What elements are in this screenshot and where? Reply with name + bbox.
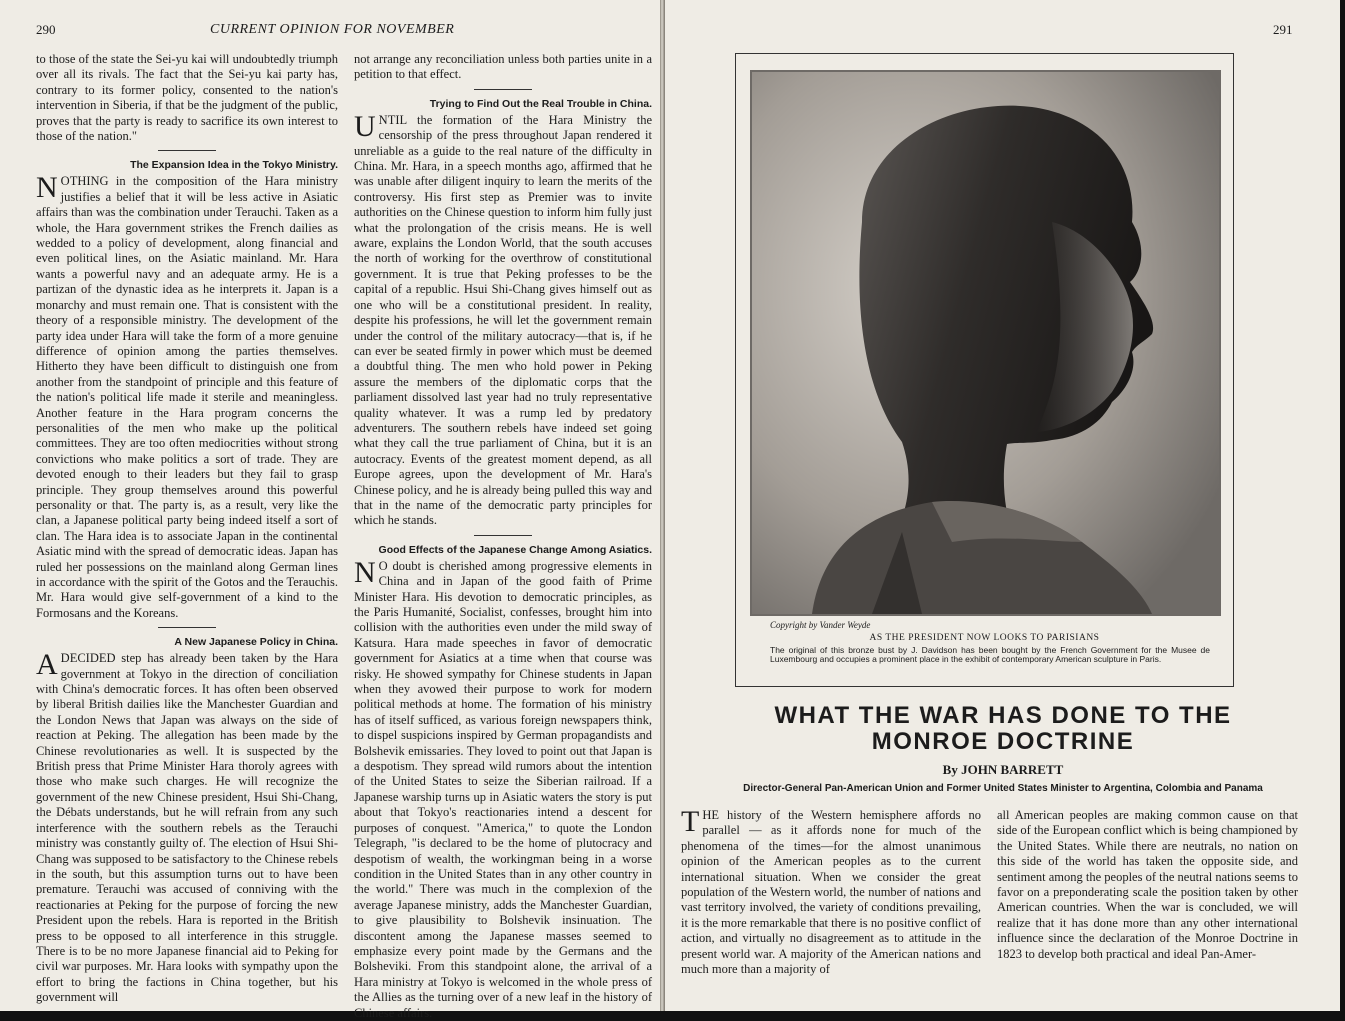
- drop-cap: T: [681, 805, 700, 838]
- headline-line-1: WHAT THE WAR HAS DONE TO THE: [774, 702, 1232, 729]
- drop-cap: N: [354, 555, 376, 589]
- col2-intro: not arrange any reconciliation unless both parties unite in a petition to that effect.: [354, 52, 652, 82]
- left-column-1: [36, 52, 338, 1006]
- drop-cap: N: [36, 171, 58, 205]
- col1-intro: to those of the state the Sei-yu kai will undoubtedly triumph over all its rivals. The fact that the Sei-yu kai party has, contrary to its former policy, consented to the nation's intervention in Siberia, if that be the judgment of the public, proves that the party is ready to sacrifice its own interest to those of the nation.": [36, 52, 338, 144]
- right-col1-text: HE history of the Western hemisphere affords no parallel — as it affords none for much of the phenomena of the times—for the almost unanimous opinion of the American peoples as to the current international situation. When we consider the great population of the Western world, the number of nations and vast territory involved, the variety of conditions prevailing, it is the more remarkable that there is no positive conflict of action, and virtually no disagreement as to attitude in the present world war. A majority of the American nations and much more than a majority of: [681, 808, 981, 977]
- divider: [158, 150, 216, 151]
- bust-photograph: [750, 70, 1221, 616]
- photo-credit: Copyright by Vander Weyde: [770, 620, 871, 630]
- divider: [158, 627, 216, 628]
- running-head: CURRENT OPINION FOR NOVEMBER: [210, 22, 455, 37]
- right-column-2: [997, 808, 1298, 962]
- page-number-left: 290: [36, 22, 56, 37]
- headline-line-2: MONROE DOCTRINE: [871, 728, 1135, 755]
- subhead-real-trouble: Trying to Find Out the Real Trouble in China.: [429, 97, 652, 110]
- left-column-2: [354, 52, 652, 1021]
- col1-para-expansion: OTHING in the composition of the Hara ministry justifies a belief that it will be less active in Asiatic affairs than was the combination under Terauchi. Taken as a whole, the Hara government strikes the French dailies as wedded to a policy of development, along financial and even political lines, on the Asiatic mainland. Mr. Hara wants a powerful navy and an adequate army. He is a partizan of the dynastic idea as he interprets it. Japan is a monarchy and must remain one. That is consistent with the theory of a responsible ministry. The development of the party idea under Hara will take the form of a more genuine difference of opinion among the parties themselves. Hitherto they have been difficult to distinguish one from another from the standpoint of principle and this feature of the nation's political life made it sterile and meaningless. Another feature in the Hara program concerns the personalities of the men who make up the political committees. They are too often mediocrities without strong convictions who make politics a sort of trade. They are devoted enough to their leaders but they fail to grasp principle. They group themselves around this powerful personality or that. The party is, as a result, very like the clan, a Japanese political party being indeed itself a sort of clan. The Hara idea is to associate Japan in the continental Asiatic mind with the spread of democratic ideas. Japan has ruled her possessions on the mainland along German lines in accordance with the spirit of the Gotos and the Terauchis. Mr. Hara would give self-government of a kind to the Formosans and the Koreans.: [36, 174, 338, 620]
- article-headline: [668, 703, 1338, 755]
- right-column-1: [681, 805, 981, 977]
- right-col2-text: all American peoples are making common cause on that side of the European conflict which is being championed by the United States. While there are neutrals, no nation on this side of the world has taken the opposite side, and sentiment among the peoples of the neutral nations seems to favor on a preponderating scale the position taken by other American countries. When the war is concluded, we will realize that it has done more than any other international influence since the declaration of the Monroe Doctrine in 1823 to develop both practical and ideal Pan-Amer-: [997, 808, 1298, 961]
- bronze-bust-image: [752, 72, 1219, 614]
- left-page: [0, 0, 660, 1020]
- subhead-new-policy: A New Japanese Policy in China.: [174, 636, 338, 649]
- col1-para-new-policy: DECIDED step has already been taken by the Hara government at Tokyo in the direction of conciliation with China's democratic forces. It has often been observed by liberal British dailies like the Manchester Guardian and the London News that Japan was always on the side of reaction at Peking. The allegation has been made by the Chinese revolutionaries as well. It is suspected by the British press that Prime Minister Hara thoroly agrees with those who make such charges. He will recognize the government of the new Chinese president, Hsui Shi-Chang, the Débats understands, but he will refrain from any such interference with the southern rebels as the Terauchi ministry was constantly guilty of. The election of Hsui Shi-Chang was supposed to be satisfactory to the Chinese rebels in the south, but this assumption turns out to have been premature. Terauchi was accused of conniving with the reactionaries at Peking for the purpose of forcing the new President upon the rebels. Hara is reported in the British press to be opposed to all interference in this struggle. There is to be no more Japanese financial aid to Peking for civil war purposes. Mr. Hara looks with sympathy upon the effort to bring the factions in China together, but his government will: [36, 651, 338, 1005]
- divider: [474, 89, 532, 90]
- col2-para-good-effects: O doubt is cherished among progressive elements in China and in Japan of the good faith of Prime Minister Hara. His devotion to democratic principles, as the Paris Humanité, Socialist, confesses, brought him into collision with the authorities even under the mild sway of Katsura. Hara made speeches in favor of democratic government for Asiatics at a time when that course was risky. He showed sympathy for Chinese students in Japan when they avowed their purpose to work for modern political methods at home. The formation of his ministry has of itself sufficed, as various foreign newspapers think, to dispel suspicions inspired by German propagandists and Bolshevik emissaries. They loved to point out that Japan is a despotism. They spread wild rumors about the intention of the United States to seize the Siberian railroad. If a Japanese warship turns up in Asiatic waters the story is put about that Tokyo's reactionaries intend a descent for purposes of conquest. "America," to quote the London Telegraph, "is declared to be the home of plutocracy and despotism of wealth, the workingman being in a worse condition in the United States than in any other country in the world." There was much in the complexion of the average Japanese ministry, adds the Manchester Guardian, to give plausibility to Bolshevik insinuation. The discontent among the Japanese masses seemed to emphasize every point made by the Germans and the Bolsheviki. From this standpoint alone, the arrival of a Hara ministry at Tokyo is welcomed in the whole press of the Allies as the turning over of a new leaf in the history of Chinese affairs.: [354, 558, 652, 1020]
- subhead-expansion-idea: The Expansion Idea in the Tokyo Ministry.: [130, 159, 338, 172]
- divider: [474, 535, 532, 536]
- caption-text: The original of this bronze bust by J. Davidson has been bought by the French Government for the Musee de Luxembourg and occupies a prominent place in the exhibit of contemporary American sculpture in Paris.: [770, 645, 1210, 664]
- subhead-good-effects: Good Effects of the Japanese Change Among Asiatics.: [378, 543, 652, 556]
- photo-frame: [735, 53, 1234, 687]
- caption-title: AS THE PRESIDENT NOW LOOKS TO PARISIANS: [869, 633, 1100, 643]
- col2-para-real-trouble: NTIL the formation of the Hara Ministry the censorship of the press throughout Japan rendered it unreliable as a guide to the real nature of the difficulty in China. Mr. Hara, in a speech months ago, affirmed that he was unable after diligent inquiry to learn the merits of the controversy. His first step as Premier was to invite authorities on the Chinese question to inform him fully just what the prolongation of the crisis means. He is well aware, explains the London World, that the south accuses the north of working for the overthrow of constitutional government. It is true that Peking professes to be the capital of a republic. Hsui Shi-Chang gives himself out as one who will be a constitutional president. In reality, despite his professions, he will let the government remain under the control of the military autocracy—that is, if he can ever be seated firmly in power which must be deemed a doubtful thing. The men who hold power in Peking assure the members of the diplomatic corps that the parliament dissolved last year had no truly representative quality whatever. It was a rump led by predatory adventurers. The southern rebels have indeed set going what they call the true parliament of China, but it is an autocracy. Events of the greatest moment depend, as all Europe agrees, upon the development of Mr. Hara's Chinese policy, and he is already being pulled this way and that in the name of the democratic party principles for which he stands.: [354, 112, 652, 528]
- drop-cap: U: [354, 109, 376, 143]
- page-number-right: 291: [1273, 22, 1293, 37]
- author-affiliation: Director-General Pan-American Union and Former United States Minister to Argentina, Colombia and Panama: [743, 783, 1263, 794]
- drop-cap: A: [36, 648, 58, 682]
- byline: By JOHN BARRETT: [942, 762, 1064, 777]
